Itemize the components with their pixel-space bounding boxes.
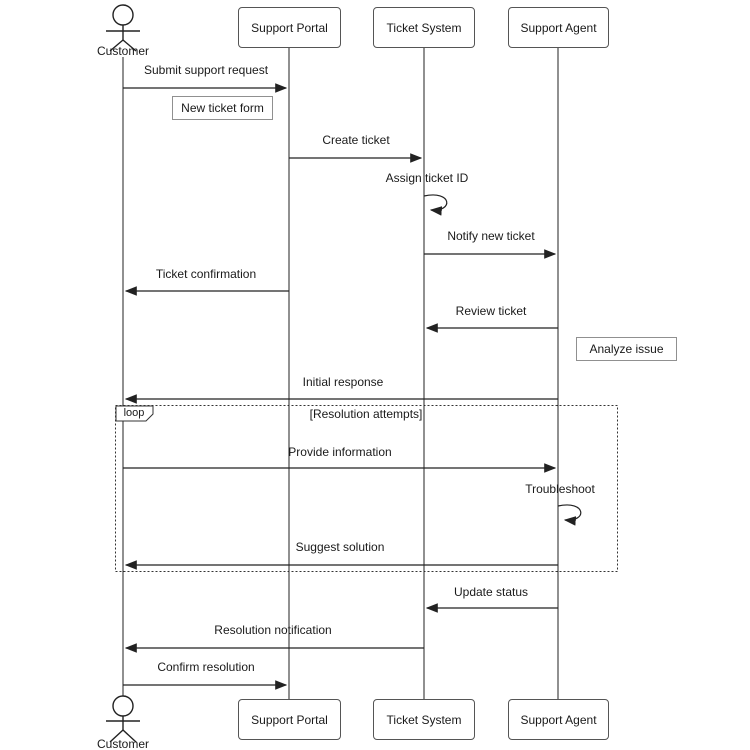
participant-support-agent-bottom bbox=[508, 699, 609, 740]
participant-ticket-system-bottom bbox=[373, 699, 475, 740]
participant-label: Ticket System bbox=[386, 20, 462, 35]
message-label-resolution-notification: Resolution notification bbox=[214, 623, 332, 637]
participant-label: Support Agent bbox=[520, 20, 597, 35]
message-label-create-ticket: Create ticket bbox=[322, 133, 390, 147]
actor-customer-label-bottom: Customer bbox=[96, 737, 150, 750]
participant-label: Support Portal bbox=[251, 712, 328, 727]
actor-head bbox=[113, 696, 133, 716]
actor-head bbox=[113, 5, 133, 25]
participant-support-portal-top bbox=[238, 7, 341, 48]
note-label: New ticket form bbox=[181, 101, 264, 115]
message-label-review-ticket: Review ticket bbox=[455, 304, 527, 318]
actor-customer-label-top: Customer bbox=[96, 44, 150, 58]
message-label-provide-information: Provide information bbox=[288, 445, 392, 459]
note-label: Analyze issue bbox=[589, 342, 664, 356]
participant-label: Support Agent bbox=[520, 712, 597, 727]
message-label-suggest-solution: Suggest solution bbox=[295, 540, 385, 554]
note-analyze-issue bbox=[576, 337, 677, 361]
participant-ticket-system-top bbox=[373, 7, 475, 48]
note-new-ticket-form bbox=[172, 96, 273, 120]
arrow-troubleshoot-self bbox=[558, 505, 581, 520]
actor-customer-figure-bottom bbox=[106, 696, 140, 742]
message-label-initial-response: Initial response bbox=[302, 375, 384, 389]
loop-operator-label: loop bbox=[123, 407, 145, 419]
message-label-update-status: Update status bbox=[453, 585, 529, 599]
message-label-assign-ticket-id: Assign ticket ID bbox=[385, 171, 469, 185]
participant-label: Ticket System bbox=[386, 712, 462, 727]
loop-condition-label: [Resolution attempts] bbox=[309, 407, 423, 421]
arrow-assign-ticket-id-self bbox=[424, 195, 447, 210]
message-label-ticket-confirmation: Ticket confirmation bbox=[155, 267, 257, 281]
participant-support-portal-bottom bbox=[238, 699, 341, 740]
participant-label: Support Portal bbox=[251, 20, 328, 35]
participant-support-agent-top bbox=[508, 7, 609, 48]
message-label-submit-support-request: Submit support request bbox=[143, 63, 269, 77]
message-label-confirm-resolution: Confirm resolution bbox=[157, 660, 255, 674]
message-label-troubleshoot: Troubleshoot bbox=[525, 482, 595, 496]
message-label-notify-new-ticket: Notify new ticket bbox=[447, 229, 535, 243]
